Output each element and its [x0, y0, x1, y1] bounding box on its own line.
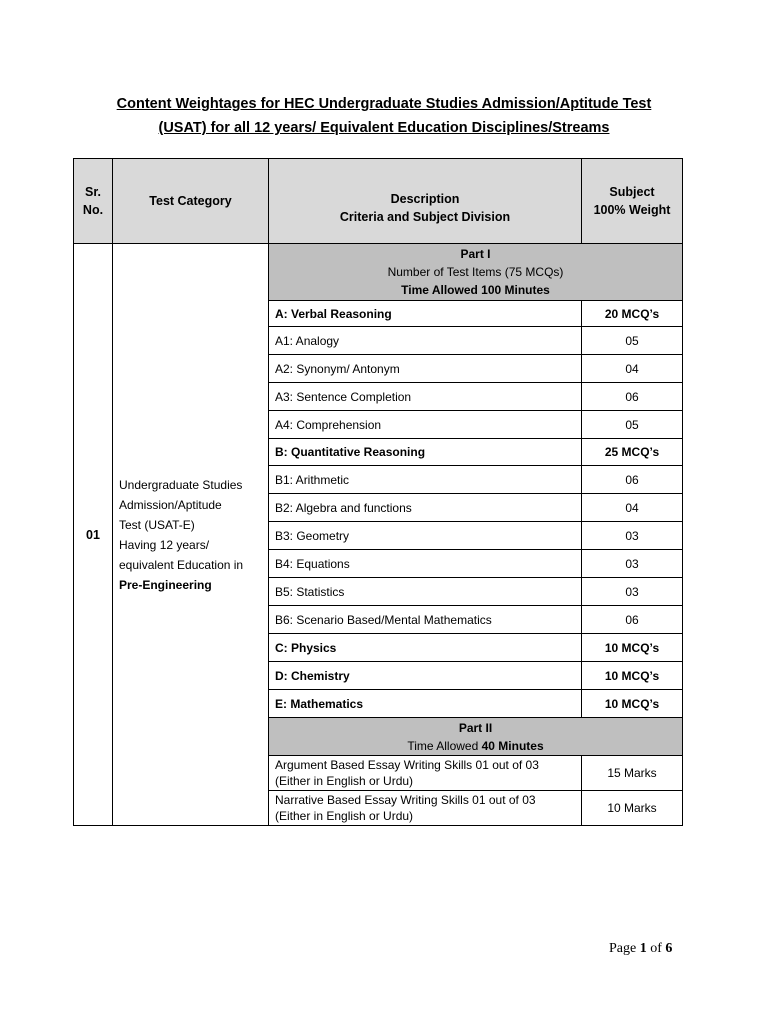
table-row: B6: Scenario Based/Mental Mathematics 06 [74, 606, 683, 634]
argument-essay-weight: 15 Marks [582, 756, 683, 791]
part2-heading: Part II Time Allowed 40 Minutes [269, 718, 683, 756]
section-row: B: Quantitative Reasoning 25 MCQ’s [74, 439, 683, 466]
table-row: B1: Arithmetic 06 [74, 466, 683, 494]
header-subject-weight: Subject 100% Weight [582, 159, 683, 244]
header-description: Description Criteria and Subject Division [269, 159, 582, 244]
part1-row [74, 244, 683, 301]
title-line-1: Content Weightages for HEC Undergraduate Studies Admission/Aptitude Test [116, 96, 652, 112]
narrative-essay-description: Narrative Based Essay Writing Skills 01 out of 03 (Either in English or Urdu) [269, 791, 582, 826]
narrative-essay-weight: 10 Marks [582, 791, 683, 826]
document-title [60, 92, 708, 140]
table-header-row [74, 159, 683, 244]
table-row: B4: Equations 03 [74, 550, 683, 578]
section-row: C: Physics 10 MCQ’s [74, 634, 683, 662]
table-row: B3: Geometry 03 [74, 522, 683, 550]
content-weightage-table [73, 158, 683, 826]
sr-no-cell: 01 [74, 244, 113, 826]
header-sr-no: Sr. No. [74, 159, 113, 244]
page-number: Page 1 of 6 [609, 941, 673, 956]
table-row: B2: Algebra and functions 04 [74, 494, 683, 522]
table-row: A4: Comprehension 05 [74, 411, 683, 439]
section-row: E: Mathematics 10 MCQ’s [74, 690, 683, 718]
part1-heading: Part I Number of Test Items (75 MCQs) Time Allowed 100 Minutes [269, 244, 683, 301]
title-line-2: (USAT) for all 12 years/ Equivalent Education Disciplines/Streams [158, 120, 610, 136]
section-row: A: Verbal Reasoning 20 MCQ’s [74, 301, 683, 327]
table-row: A3: Sentence Completion 06 [74, 383, 683, 411]
header-test-category: Test Category [113, 159, 269, 244]
argument-essay-description: Argument Based Essay Writing Skills 01 out of 03 (Either in English or Urdu) [269, 756, 582, 791]
test-category-cell: Undergraduate Studies Admission/Aptitude Test (USAT-E) Having 12 years/ equivalent Education in Pre-Engineering [113, 244, 269, 826]
table-row: A1: Analogy 05 [74, 327, 683, 355]
section-row: D: Chemistry 10 MCQ’s [74, 662, 683, 690]
table-row: A2: Synonym/ Antonym 04 [74, 355, 683, 383]
table-row: B5: Statistics 03 [74, 578, 683, 606]
